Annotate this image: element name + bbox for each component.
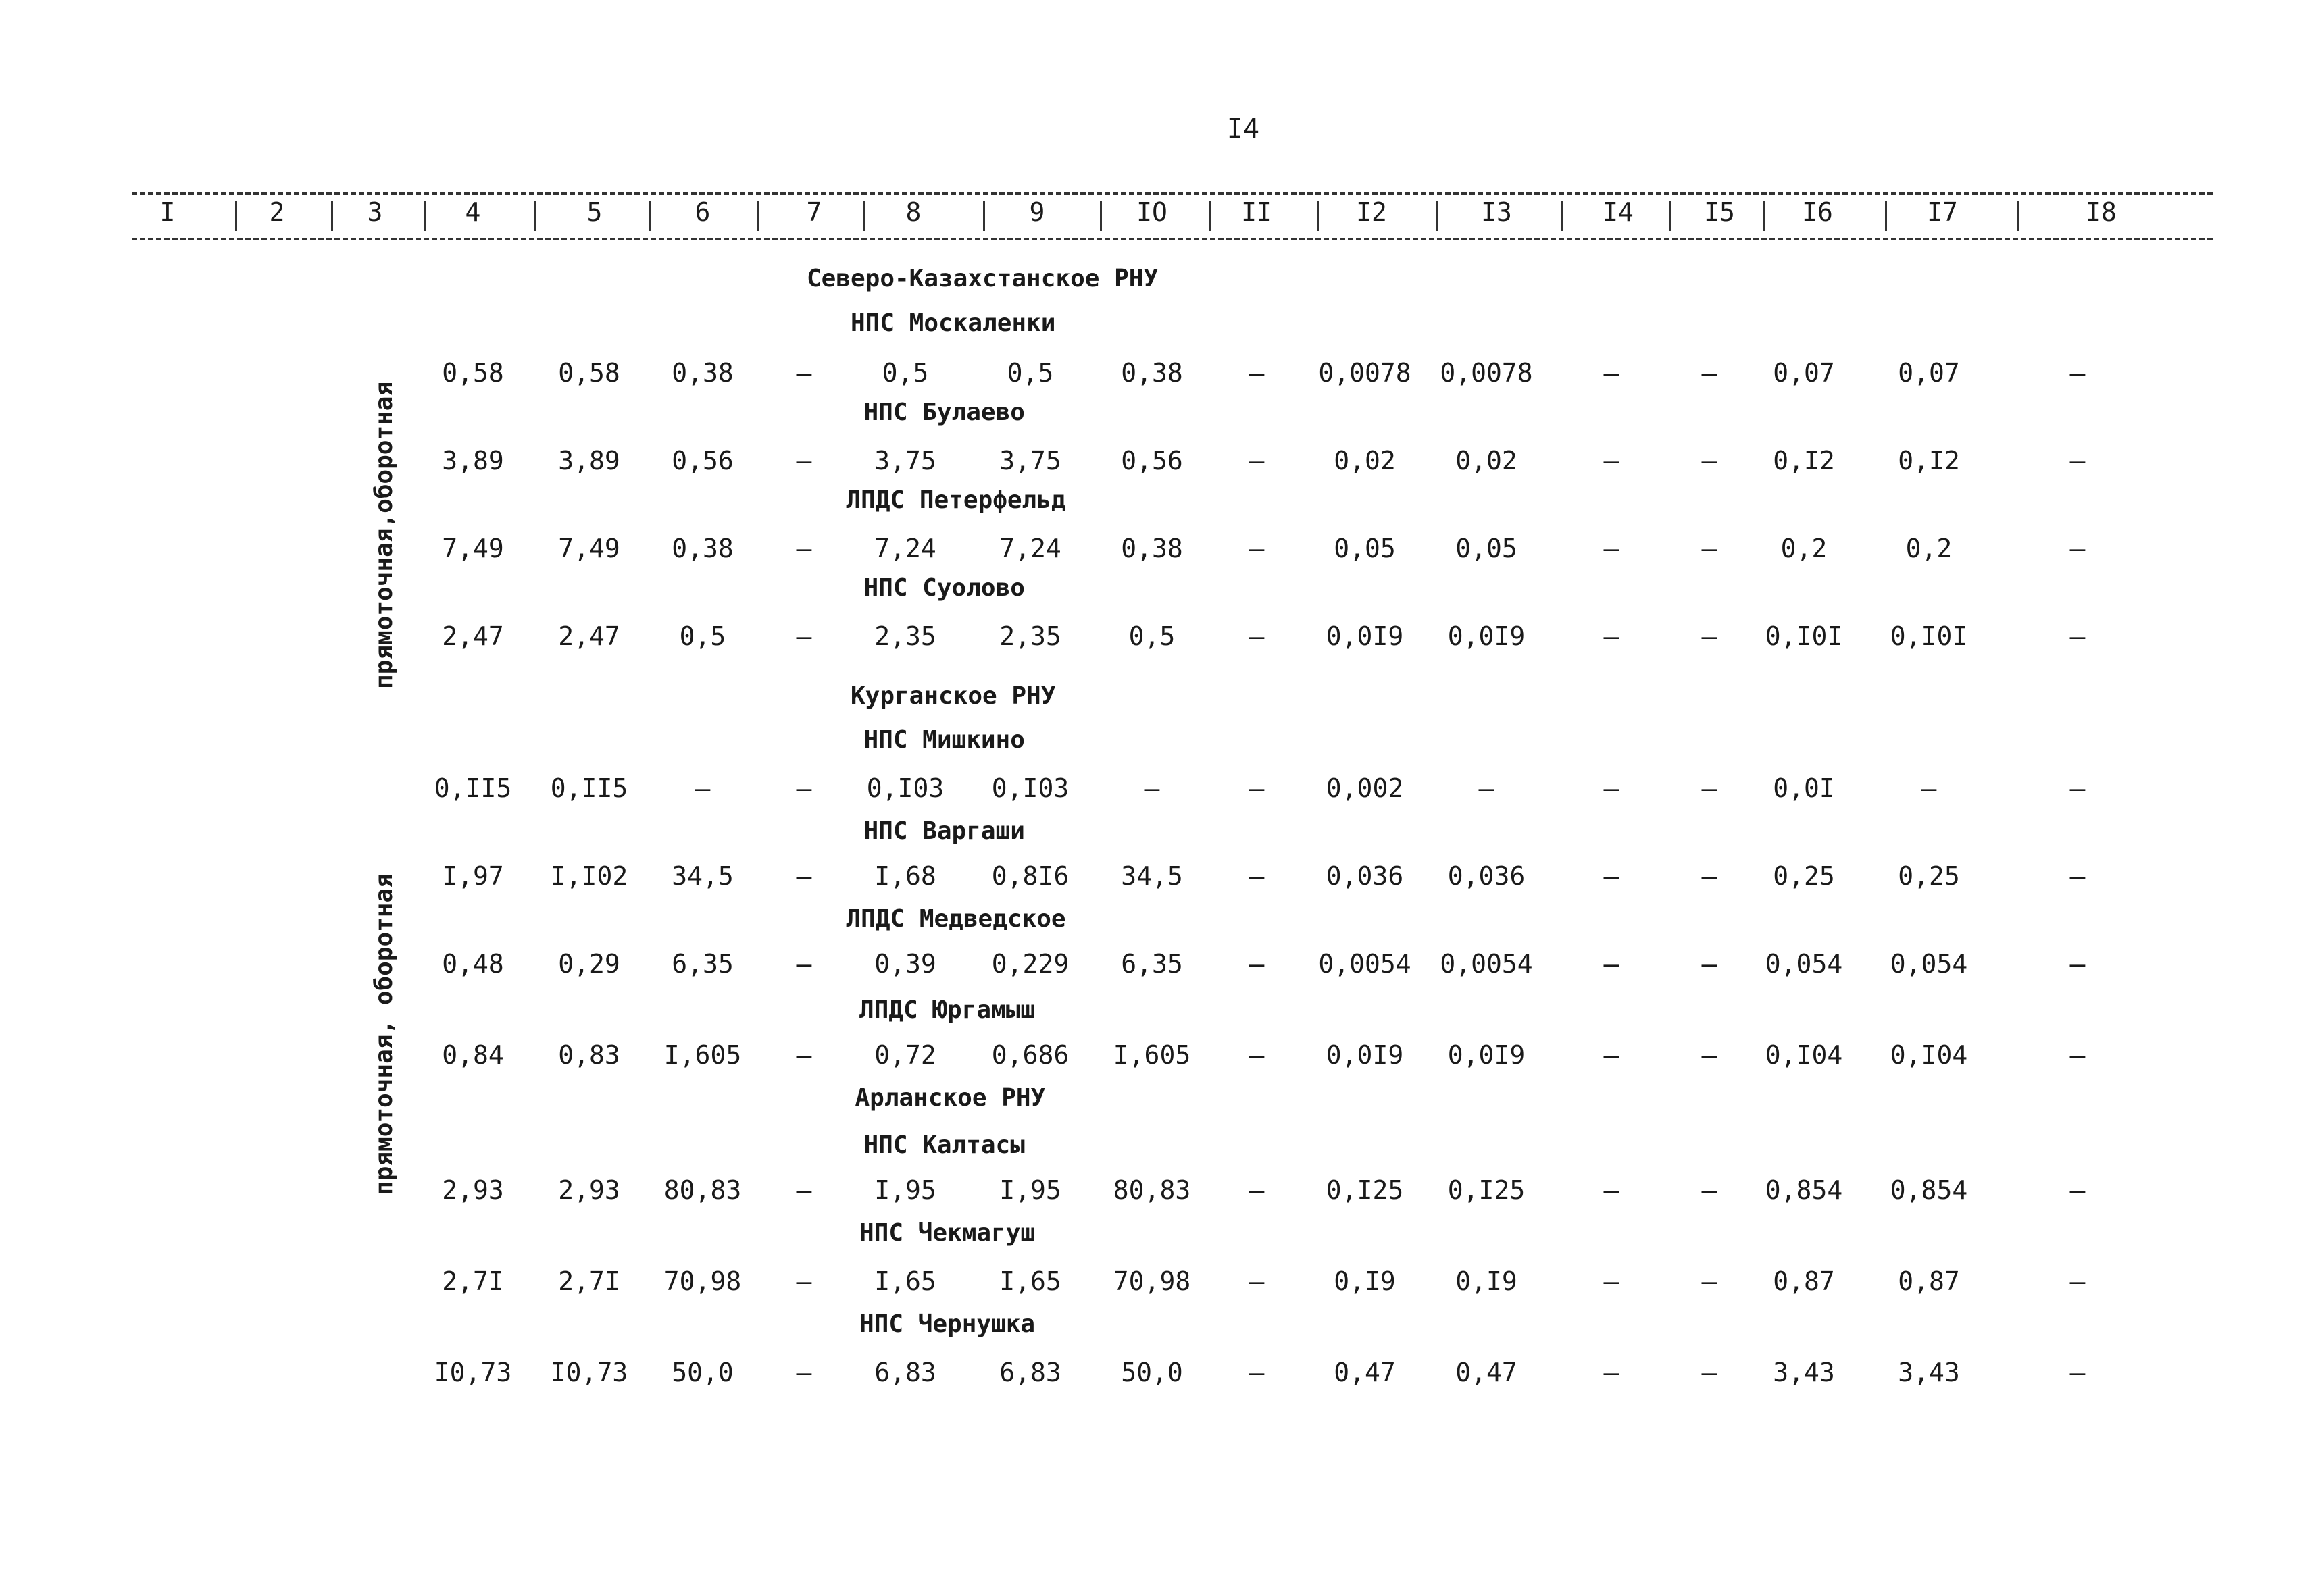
table-cell: 0,0I — [1773, 773, 1835, 803]
station-heading: НПС Калтасы — [863, 1131, 1025, 1159]
column-header-2: 2 — [269, 197, 285, 227]
table-cell: 0,48 — [442, 949, 504, 979]
table-cell: 0,002 — [1326, 773, 1404, 803]
table-cell: 3,43 — [1773, 1358, 1835, 1387]
column-separator — [863, 201, 865, 231]
table-cell: – — [1249, 446, 1265, 475]
table-cell: 7,49 — [442, 534, 504, 563]
table-cell: 0,8I6 — [991, 861, 1070, 891]
table-cell: – — [1603, 358, 1619, 388]
table-cell: – — [796, 1358, 812, 1387]
table-cell: I,I02 — [550, 861, 628, 891]
column-header-16: I6 — [1802, 197, 1833, 227]
header-bottom-rule — [132, 238, 2213, 240]
table-cell: – — [1701, 534, 1717, 563]
table-cell: – — [1144, 773, 1160, 803]
column-separator — [649, 201, 651, 231]
column-header-15: I5 — [1704, 197, 1735, 227]
table-cell: 0,38 — [672, 358, 734, 388]
column-header-14: I4 — [1603, 197, 1634, 227]
table-cell: 0,229 — [991, 949, 1070, 979]
table-cell: I,68 — [874, 861, 936, 891]
table-cell: 0,5 — [1007, 358, 1054, 388]
station-heading: НПС Варгаши — [863, 817, 1025, 845]
table-cell: 0,I0I — [1765, 621, 1843, 651]
table-cell: – — [796, 534, 812, 563]
station-heading: НПС Москаленки — [850, 309, 1056, 337]
table-cell: 0,054 — [1765, 949, 1843, 979]
table-cell: – — [1603, 1175, 1619, 1205]
column-header-5: 5 — [586, 197, 603, 227]
table-cell: 0,854 — [1890, 1175, 1968, 1205]
table-cell: – — [1603, 949, 1619, 979]
table-cell: – — [1701, 1266, 1717, 1296]
table-cell: 70,98 — [1113, 1266, 1191, 1296]
table-cell: – — [2069, 358, 2086, 388]
table-cell: 0,0I9 — [1326, 621, 1404, 651]
table-cell: – — [2069, 1266, 2086, 1296]
table-cell: 6,35 — [1121, 949, 1183, 979]
table-cell: 80,83 — [663, 1175, 742, 1205]
table-cell: 0,II5 — [434, 773, 512, 803]
table-cell: – — [1701, 446, 1717, 475]
table-cell: 3,75 — [874, 446, 936, 475]
table-cell: – — [1249, 1175, 1265, 1205]
table-cell: – — [1249, 621, 1265, 651]
table-cell: – — [1603, 446, 1619, 475]
table-cell: 0,054 — [1890, 949, 1968, 979]
table-cell: – — [1249, 1266, 1265, 1296]
table-cell: 50,0 — [672, 1358, 734, 1387]
table-cell: 0,25 — [1898, 861, 1960, 891]
station-heading: НПС Булаево — [863, 398, 1025, 426]
table-cell: – — [2069, 534, 2086, 563]
table-cell: 0,87 — [1773, 1266, 1835, 1296]
column-separator — [424, 201, 426, 231]
table-cell: 34,5 — [1121, 861, 1183, 891]
table-cell: – — [1701, 949, 1717, 979]
table-cell: 0,0I9 — [1447, 1040, 1526, 1070]
table-cell: – — [1249, 534, 1265, 563]
table-cell: 0,58 — [558, 358, 620, 388]
table-cell: 0,I9 — [1334, 1266, 1396, 1296]
column-header-17: I7 — [1927, 197, 1958, 227]
table-cell: – — [2069, 949, 2086, 979]
table-cell: – — [1701, 358, 1717, 388]
table-cell: 3,89 — [442, 446, 504, 475]
section-heading: Северо-Казахстанское РНУ — [806, 265, 1159, 292]
column-separator — [1561, 201, 1563, 231]
table-cell: 0,83 — [558, 1040, 620, 1070]
table-cell: 0,I04 — [1890, 1040, 1968, 1070]
table-cell: 2,7I — [558, 1266, 620, 1296]
column-header-11: II — [1241, 197, 1272, 227]
table-cell: 50,0 — [1121, 1358, 1183, 1387]
table-cell: – — [796, 358, 812, 388]
table-cell: – — [1603, 621, 1619, 651]
table-cell: 2,47 — [442, 621, 504, 651]
table-cell: 0,05 — [1455, 534, 1517, 563]
station-heading: ЛПДС Юргамыш — [859, 996, 1036, 1024]
table-cell: 0,854 — [1765, 1175, 1843, 1205]
table-cell: 0,036 — [1447, 861, 1526, 891]
table-cell: – — [1603, 773, 1619, 803]
table-cell: 0,25 — [1773, 861, 1835, 891]
table-cell: 0,38 — [1121, 534, 1183, 563]
table-cell: 0,58 — [442, 358, 504, 388]
table-cell: – — [796, 1040, 812, 1070]
table-cell: I,605 — [1113, 1040, 1191, 1070]
table-cell: I0,73 — [550, 1358, 628, 1387]
table-cell: – — [2069, 1175, 2086, 1205]
table-cell: 0,47 — [1334, 1358, 1396, 1387]
table-cell: 0,47 — [1455, 1358, 1517, 1387]
table-cell: 0,05 — [1334, 534, 1396, 563]
column-header-1: I — [159, 197, 176, 227]
column-separator — [1317, 201, 1319, 231]
table-cell: 0,0054 — [1440, 949, 1533, 979]
table-cell: 0,I0I — [1890, 621, 1968, 651]
table-cell: 0,I03 — [866, 773, 945, 803]
table-cell: 2,93 — [558, 1175, 620, 1205]
table-cell: – — [1249, 1040, 1265, 1070]
table-cell: 0,39 — [874, 949, 936, 979]
table-cell: 0,036 — [1326, 861, 1404, 891]
table-cell: – — [1603, 1040, 1619, 1070]
table-cell: I,605 — [663, 1040, 742, 1070]
table-cell: – — [1603, 861, 1619, 891]
table-cell: – — [1701, 773, 1717, 803]
table-cell: I,65 — [999, 1266, 1061, 1296]
table-cell: 0,38 — [1121, 358, 1183, 388]
station-heading: Арланское РНУ — [855, 1084, 1046, 1112]
table-cell: – — [1701, 861, 1717, 891]
table-cell: – — [1701, 621, 1717, 651]
column-header-row — [0, 197, 2314, 235]
table-cell: 0,38 — [672, 534, 734, 563]
column-separator — [331, 201, 333, 231]
table-cell: I0,73 — [434, 1358, 512, 1387]
table-cell: – — [1249, 358, 1265, 388]
table-cell: – — [2069, 861, 2086, 891]
table-cell: 0,0I9 — [1326, 1040, 1404, 1070]
table-cell: 0,I03 — [991, 773, 1070, 803]
table-cell: – — [1249, 949, 1265, 979]
table-cell: I,65 — [874, 1266, 936, 1296]
table-cell: 7,49 — [558, 534, 620, 563]
table-cell: 6,83 — [874, 1358, 936, 1387]
table-cell: 0,I25 — [1447, 1175, 1526, 1205]
table-cell: 7,24 — [874, 534, 936, 563]
table-cell: – — [796, 861, 812, 891]
table-cell: – — [796, 446, 812, 475]
table-cell: 0,0078 — [1318, 358, 1411, 388]
table-cell: 0,56 — [1121, 446, 1183, 475]
column-header-7: 7 — [806, 197, 822, 227]
table-cell: – — [1478, 773, 1494, 803]
table-cell: – — [2069, 621, 2086, 651]
table-cell: 0,I9 — [1455, 1266, 1517, 1296]
column-header-18: I8 — [2086, 197, 2117, 227]
table-cell: 0,29 — [558, 949, 620, 979]
table-cell: – — [2069, 773, 2086, 803]
table-cell: 0,0054 — [1318, 949, 1411, 979]
table-cell: 0,2 — [1905, 534, 1953, 563]
station-heading: ЛПДС Медведское — [846, 905, 1066, 933]
table-cell: – — [796, 621, 812, 651]
table-cell: 70,98 — [663, 1266, 742, 1296]
table-cell: 0,686 — [991, 1040, 1070, 1070]
table-cell: 2,35 — [874, 621, 936, 651]
table-cell: 7,24 — [999, 534, 1061, 563]
table-cell: 0,72 — [874, 1040, 936, 1070]
table-cell: 2,35 — [999, 621, 1061, 651]
section-heading: Курганское РНУ — [850, 682, 1056, 710]
table-cell: 0,02 — [1455, 446, 1517, 475]
table-cell: 34,5 — [672, 861, 734, 891]
column-separator — [983, 201, 985, 231]
table-cell: 0,0I9 — [1447, 621, 1526, 651]
table-cell: – — [1603, 1358, 1619, 1387]
table-cell: – — [695, 773, 711, 803]
column-separator — [1763, 201, 1765, 231]
table-cell: – — [796, 1175, 812, 1205]
table-cell: I,97 — [442, 861, 504, 891]
column-separator — [235, 201, 237, 231]
table-cell: 0,5 — [679, 621, 726, 651]
table-cell: 0,56 — [672, 446, 734, 475]
table-cell: – — [1249, 773, 1265, 803]
table-cell: 6,35 — [672, 949, 734, 979]
table-cell: – — [1603, 1266, 1619, 1296]
table-cell: – — [1249, 1358, 1265, 1387]
column-header-12: I2 — [1356, 197, 1387, 227]
table-cell: 0,II5 — [550, 773, 628, 803]
table-cell: – — [2069, 1040, 2086, 1070]
table-cell: 0,I25 — [1326, 1175, 1404, 1205]
table-cell: – — [2069, 1358, 2086, 1387]
table-cell: – — [1701, 1040, 1717, 1070]
column-separator — [1669, 201, 1671, 231]
vertical-label-group1: прямоточная,оборотная — [370, 381, 398, 689]
vertical-label-group2: прямоточная, оборотная — [370, 873, 398, 1195]
table-cell: – — [1701, 1175, 1717, 1205]
table-cell: – — [796, 773, 812, 803]
station-heading: НПС Суолово — [863, 574, 1025, 602]
table-cell: 0,84 — [442, 1040, 504, 1070]
table-cell: 0,02 — [1334, 446, 1396, 475]
column-header-3: 3 — [367, 197, 383, 227]
station-heading: ЛПДС Петерфельд — [846, 486, 1066, 514]
table-cell: – — [796, 1266, 812, 1296]
column-header-8: 8 — [905, 197, 922, 227]
column-header-4: 4 — [465, 197, 481, 227]
table-cell: 2,7I — [442, 1266, 504, 1296]
table-cell: 0,2 — [1780, 534, 1828, 563]
column-separator — [2017, 201, 2019, 231]
column-header-9: 9 — [1029, 197, 1045, 227]
table-cell: 0,I2 — [1773, 446, 1835, 475]
table-cell: 0,87 — [1898, 1266, 1960, 1296]
table-cell: – — [1249, 861, 1265, 891]
table-cell: 0,I2 — [1898, 446, 1960, 475]
header-top-rule — [132, 192, 2213, 195]
table-cell: 0,5 — [1128, 621, 1176, 651]
station-heading: НПС Чекмагуш — [859, 1219, 1036, 1247]
table-cell: – — [1603, 534, 1619, 563]
table-cell: 3,75 — [999, 446, 1061, 475]
table-cell: I,95 — [999, 1175, 1061, 1205]
table-cell: 0,I04 — [1765, 1040, 1843, 1070]
station-heading: НПС Чернушка — [859, 1310, 1036, 1338]
column-separator — [1436, 201, 1438, 231]
table-cell: 0,07 — [1773, 358, 1835, 388]
column-header-10: IO — [1136, 197, 1167, 227]
table-cell: 0,5 — [882, 358, 929, 388]
table-cell: 6,83 — [999, 1358, 1061, 1387]
table-cell: 2,47 — [558, 621, 620, 651]
table-cell: 3,43 — [1898, 1358, 1960, 1387]
station-heading: НПС Мишкино — [863, 726, 1025, 754]
page-number: I4 — [1226, 113, 1260, 145]
table-cell: – — [2069, 446, 2086, 475]
column-separator — [1100, 201, 1102, 231]
column-separator — [757, 201, 759, 231]
table-cell: 0,07 — [1898, 358, 1960, 388]
column-header-13: I3 — [1481, 197, 1512, 227]
table-cell: – — [1921, 773, 1937, 803]
table-cell: – — [1701, 1358, 1717, 1387]
column-header-6: 6 — [695, 197, 711, 227]
table-cell: 80,83 — [1113, 1175, 1191, 1205]
column-separator — [1209, 201, 1211, 231]
table-cell: 2,93 — [442, 1175, 504, 1205]
table-cell: I,95 — [874, 1175, 936, 1205]
table-cell: – — [796, 949, 812, 979]
table-cell: 0,0078 — [1440, 358, 1533, 388]
column-separator — [1885, 201, 1887, 231]
column-separator — [534, 201, 536, 231]
table-cell: 3,89 — [558, 446, 620, 475]
